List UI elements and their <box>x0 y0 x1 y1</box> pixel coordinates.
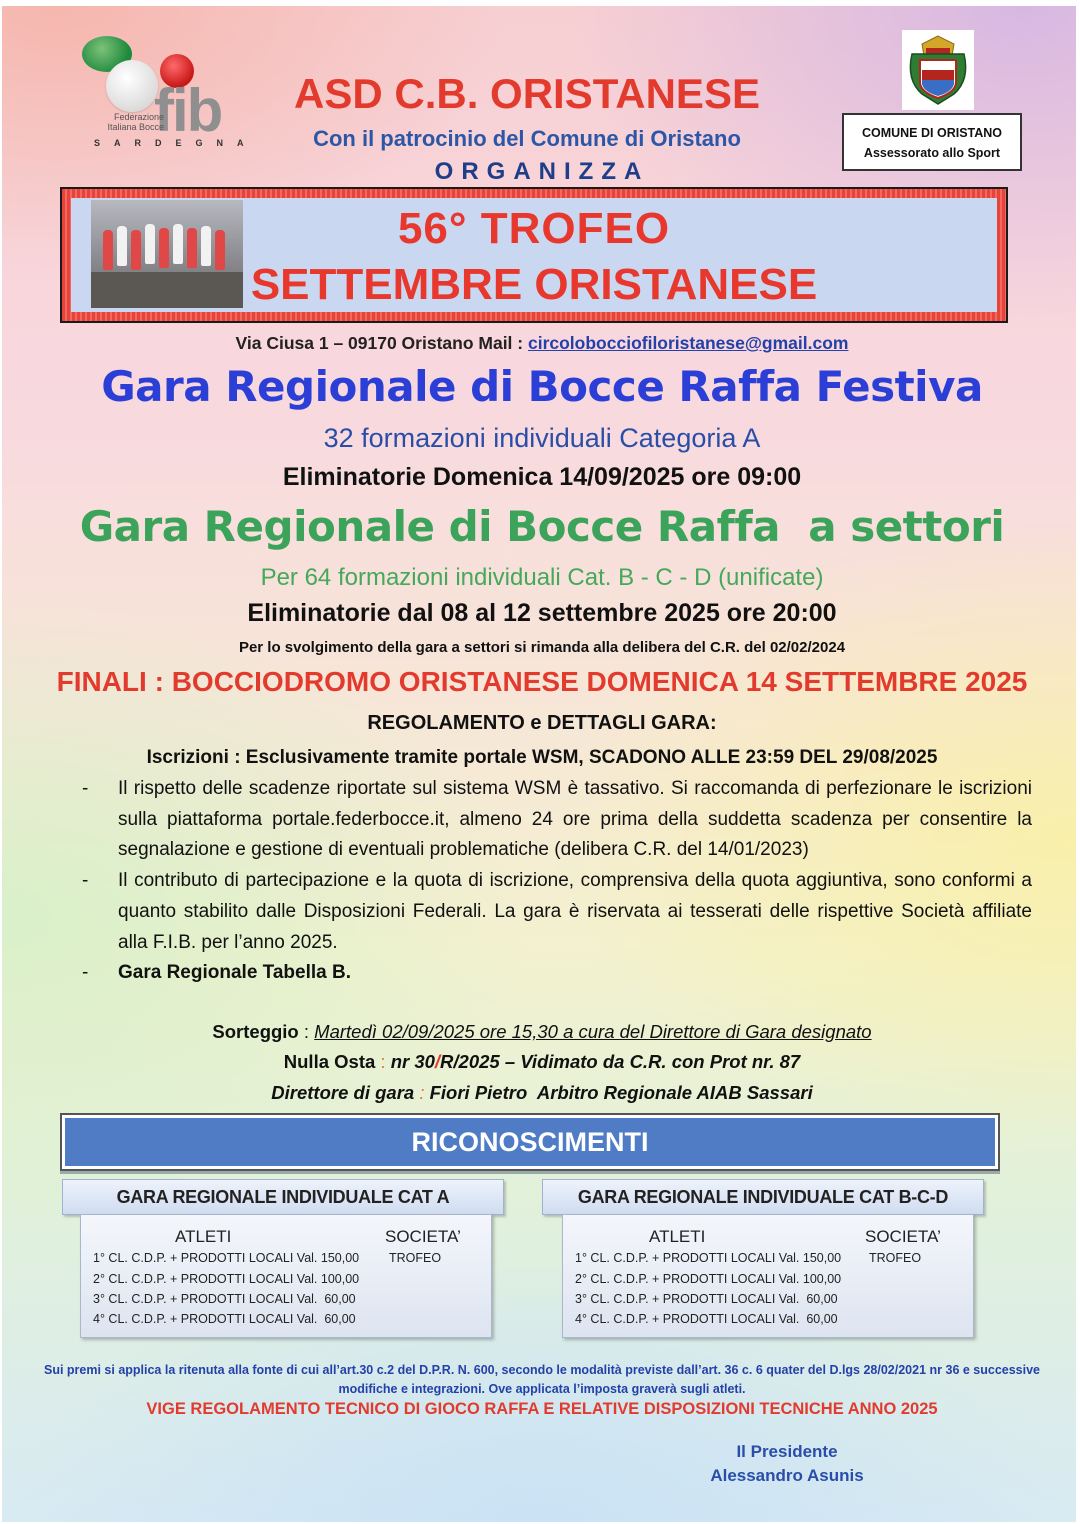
bullet-item <box>82 774 1032 866</box>
vige-regolamento: VIGE REGOLAMENTO TECNICO DI GIOCO RAFFA E RELATIVE DISPOSIZIONI TECNICHE ANNO 2025 <box>146 1400 938 1418</box>
table-row: 2° CL. C.D.P. + PRODOTTI LOCALI Val. 100,00 <box>575 1272 842 1286</box>
comune-line1: COMUNE DI ORISTANO <box>861 126 1003 140</box>
gara-settori-formazioni: Per 64 formazioni individuali Cat. B - C - D (unificate) <box>260 564 824 591</box>
table-row: 3° CL. C.D.P. + PRODOTTI LOCALI Val. 60,00 <box>575 1292 838 1306</box>
trofeo-line1: 56° TROFEO <box>397 204 671 253</box>
gara-settori-eliminatorie: Eliminatorie dal 08 al 12 settembre 2025 ore 20:00 <box>247 599 837 627</box>
gara-settori-title: Gara Regionale di Bocce Raffa a settori <box>79 502 1005 551</box>
oristano-crest-icon <box>902 30 974 110</box>
cat-bcd-col-atleti: ATLETI <box>649 1227 706 1246</box>
sorteggio-sep: : <box>298 1021 315 1042</box>
regolamento-bullets <box>82 774 1032 989</box>
contact-line <box>2 333 1080 354</box>
presidente-name: Alessandro Asunis <box>710 1466 864 1485</box>
cat-bcd-societa-value: TROFEO <box>869 1251 922 1265</box>
comune-box <box>842 113 1022 171</box>
flyer-page <box>2 6 1076 1522</box>
table-row: 1° CL. C.D.P. + PRODOTTI LOCALI Val. 150,00 <box>575 1251 842 1265</box>
riconoscimenti-banner <box>60 1113 1000 1171</box>
direttore-line <box>2 1082 1080 1104</box>
bullet-text: Gara Regionale Tabella B. <box>118 962 352 984</box>
comune-line2: Assessorato allo Sport <box>863 146 1001 160</box>
table-row: 4° CL. C.D.P. + PRODOTTI LOCALI Val. 60,00 <box>93 1312 356 1326</box>
table-row: 2° CL. C.D.P. + PRODOTTI LOCALI Val. 100,00 <box>93 1272 360 1286</box>
bullet-item <box>82 866 1032 958</box>
cat-bcd-header: GARA REGIONALE INDIVIDUALE CAT B-C-D <box>542 1179 984 1215</box>
direttore-value: Fiori Pietro Arbitro Regionale AIAB Sassari <box>429 1082 813 1103</box>
sorteggio-value: Martedì 02/09/2025 ore 15,30 a cura del Direttore di Gara designato <box>314 1021 872 1042</box>
organizza-text: ORGANIZZA <box>434 158 650 185</box>
trofeo-banner-inner <box>71 198 997 312</box>
regolamento-heading: REGOLAMENTO e DETTAGLI GARA: <box>367 712 717 734</box>
cat-a-col-atleti: ATLETI <box>175 1227 232 1246</box>
table-row: 4° CL. C.D.P. + PRODOTTI LOCALI Val. 60,00 <box>575 1312 838 1326</box>
cat-a-header: GARA REGIONALE INDIVIDUALE CAT A <box>62 1179 504 1215</box>
table-row: 1° CL. C.D.P. + PRODOTTI LOCALI Val. 150,00 <box>93 1251 360 1265</box>
presidente-title: Il Presidente <box>736 1442 838 1461</box>
fib-logo-text: fib <box>154 77 222 144</box>
trofeo-line2: SETTEMBRE ORISTANESE <box>250 260 818 309</box>
finali-heading: FINALI : BOCCIODROMO ORISTANESE DOMENICA 14 SETTEMBRE 2025 <box>56 666 1028 697</box>
nulla-osta-nr: nr 30 <box>390 1051 435 1072</box>
cat-bcd-col-societa: SOCIETA’ <box>865 1227 941 1246</box>
bullet-dash: - <box>82 962 89 984</box>
white-ball-icon <box>106 60 158 112</box>
trofeo-banner <box>60 187 1008 323</box>
gara-festiva-title: Gara Regionale di Bocce Raffa Festiva <box>101 362 983 411</box>
email-link[interactable]: circolobocciofiloristanese@gmail.com <box>527 333 849 353</box>
cat-a-prize-table <box>80 1214 492 1338</box>
cat-a-col-societa: SOCIETA’ <box>385 1227 461 1246</box>
cat-a-societa-value: TROFEO <box>389 1251 442 1265</box>
nulla-osta-slash: / <box>434 1051 441 1072</box>
bullet-dash: - <box>82 870 89 892</box>
club-title: ASD C.B. ORISTANESE <box>294 70 760 117</box>
direttore-label: Direttore di gara <box>271 1082 415 1103</box>
iscrizioni-line: Iscrizioni : Esclusivamente tramite portale WSM, SCADONO ALLE 23:59 DEL 29/08/2025 <box>146 747 938 768</box>
nulla-osta-rest: R/2025 – Vidimato da C.R. con Prot nr. 87 <box>440 1051 801 1072</box>
sorteggio-label: Sorteggio <box>212 1021 299 1042</box>
gara-festiva-formazioni: 32 formazioni individuali Categoria A <box>323 423 761 453</box>
nulla-osta-label: Nulla Osta <box>283 1051 376 1072</box>
address-text: Via Ciusa 1 – 09170 Oristano Mail : <box>235 333 524 353</box>
gara-settori-nota: Per lo svolgimento della gara a settori si rimanda alla delibera del C.R. del 02/02/2024 <box>238 639 846 656</box>
nulla-osta-line <box>2 1051 1080 1073</box>
cat-bcd-prize-table <box>562 1214 974 1338</box>
fib-logo <box>74 32 258 152</box>
riconoscimenti-title: RICONOSCIMENTI <box>65 1118 995 1166</box>
bullet-text: Il rispetto delle scadenze riportate sul sistema WSM è tassativo. Si raccomanda di perfezionare le iscrizioni sulla piattaforma portale.federbocce.it, almeno 24 ore prima della suddetta scadenza per consentire la segnalazione e gestione di eventuali problematiche (delibera C.R. del 14/01/2023) <box>118 778 1032 861</box>
bullet-text: Il contributo di partecipazione e la quota di iscrizione, comprensiva della quota aggiuntiva, sono conformi a quanto stabilito dalle Disposizioni Federali. La gara è riservata ai tesserati delle rispettive Società affiliate alla F.I.B. per l’anno 2025. <box>118 870 1032 953</box>
fib-federazione-text: Federazione Italiana Bocce <box>107 112 164 132</box>
ritenuta-note: Sui premi si applica la ritenuta alla fonte di cui all’art.30 c.2 del D.P.R. N. 600, secondo le modalità previste dall’art. 36 c. 6 quater del D.lgs 28/02/2021 nr 36 e successive modifiche e integrazioni. Ove applicata l’imposta graverà sugli atleti. <box>43 1363 1041 1396</box>
nulla-osta-sep: : <box>375 1051 391 1072</box>
bullet-item <box>82 958 1032 989</box>
direttore-sep: : <box>414 1082 430 1103</box>
patrocinio-text: Con il patrocinio del Comune di Oristano <box>313 126 741 151</box>
gara-festiva-eliminatorie: Eliminatorie Domenica 14/09/2025 ore 09:00 <box>282 463 802 491</box>
fib-sardegna-text: SARDEGNA <box>94 138 258 148</box>
bullet-dash: - <box>82 778 89 799</box>
sorteggio-line <box>2 1021 1080 1043</box>
table-row: 3° CL. C.D.P. + PRODOTTI LOCALI Val. 60,00 <box>93 1292 356 1306</box>
